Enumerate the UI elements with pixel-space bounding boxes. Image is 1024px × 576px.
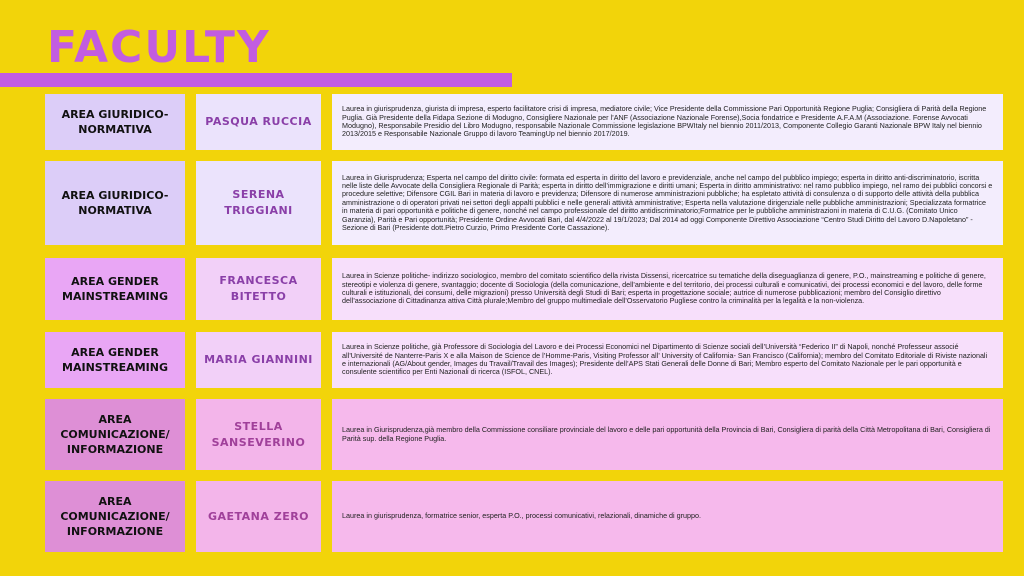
area-label: AREA GIURIDICO-NORMATIVA: [45, 161, 185, 245]
faculty-name: MARIA GIANNINI: [196, 332, 321, 388]
faculty-bio-text: Laurea in giurisprudenza, giurista di impresa, esperto facilitatore crisi di impresa, mediatore civile; Vice Presidente della Commissione Pari Opportunità Regione Puglia; Consigliera di Parità della Regione Puglia. Già Presidente della Fidapa Sezione di Modugno, Consigliere Nazionale per l’ANF (Associazione Nazionale Forense),Socia fondatrice e Presidente A.F.A.M (Associazione. Forense Avvocati Modugno), Responsabile Presidio del Libro Modugno, responsabile Nazionale Commissione legislazione BPWItaly nel biennio 2011/2013, Componente Collegio Garanti Nazionale BPW Italy nel biennio 2013/2015 e Responsabile Nazionale Gruppo di lavoro TeamingUp nel biennio 2017/2019.: [342, 104, 987, 139]
faculty-name: SERENA TRIGGIANI: [196, 161, 321, 245]
area-label: AREA GIURIDICO-NORMATIVA: [45, 94, 185, 150]
faculty-bio-text: Laurea in Scienze politiche- indirizzo sociologico, membro del comitato scientifico della rivista Dissensi, ricercatrice su tematiche della diseguaglianza di genere, P.O., mainstreaming e politiche di genere, stereotipi e violenza di genere, svantaggio; docente di Sociologia (della comunicazione, dell’ambiente e del territorio, dei processi culturali e comunicativi, dei processi economici e del lavoro, delle forme culturali e istituzionali, dei consumi, delle migrazioni) presso Università degli Studi di Bari; esperta in progettazione sociale; autrice di numerose pubblicazioni; membro del Consiglio direttivo dell’associazione di Cittadinanza attiva Città plurale;Membro del gruppo multimediale dell’Osservatorio Pugliese contro la criminalità per la legalità e la non-violenza.: [342, 271, 986, 306]
faculty-name: FRANCESCA BITETTO: [196, 258, 321, 320]
faculty-name: STELLA SANSEVERINO: [196, 399, 321, 470]
faculty-bio: [332, 94, 1003, 150]
faculty-row: [45, 258, 1003, 320]
faculty-row: [45, 94, 1003, 150]
area-label: AREA COMUNICAZIONE/ INFORMAZIONE: [45, 399, 185, 470]
area-label: AREA GENDER MAINSTREAMING: [45, 258, 185, 320]
faculty-bio: [332, 332, 1003, 388]
title-underline-bar: [0, 73, 512, 87]
faculty-bio-text: Laurea in Giurisprudenza,già membro della Commissione consiliare provinciale del lavoro e delle pari opportunità della Provincia di Bari, Consigliera di parità della Città Metropolitana di Bari, Consigliera di Parità sup. della Regione Puglia.: [342, 425, 991, 443]
faculty-bio-text: Laurea in Scienze politiche, già Professore di Sociologia del Lavoro e dei Processi Economici nel Dipartimento di Scienze sociali dell’Università “Federico II” di Napoli, nonché Professeur associé all’Université de Nanterre-Paris X e alla Maison de Science de l’Homme-Paris, Visiting Professor all’ University of California- San Francisco (California); membro del Comitato Editoriale di Riviste nazionali e internazionali (AG/About gender, Images du Travail/Travail des Images); Presidente dell’APS Stati Generali delle Donne di Bari; Membro esperto del Comitato Nazionale per le pari opportunità e consulente scientifico per Enti Nazionali di ricerca (ISFOL, CNEL).: [342, 342, 988, 377]
faculty-name: PASQUA RUCCIA: [196, 94, 321, 150]
faculty-row: [45, 161, 1003, 245]
faculty-bio-text: Laurea in giurisprudenza, formatrice senior, esperta P.O., processi comunicativi, relazionali, dinamiche di gruppo.: [342, 511, 702, 521]
faculty-bio-text: Laurea in Giurisprudenza; Esperta nel campo del diritto civile: formata ed esperta in diritto del lavoro e previdenziale, anche nel campo del pubblico impiego; esperta in diritto anti-discriminatorio, iscritta nelle liste delle Avvocate della Consigliera Regionale di Parità; esperta in diritto dell’immigrazione e diritti umani; Esperta in diritto amministrativo: nel ramo pubblico impiego, nel ramo dei pubblici concorsi e procedure selettive; Difensore CGIL Bari in materia di lavoro e previdenza; Difensore di numerose amministrazioni pubbliche; ha espletato attività di consulenza o di supporto delle attività della pubblica amministrazione o di operatori privati nei settori degli appalti pubblici e nelle generali attività amministrative; Esperta nella valutazione dirigenziale nelle pubbliche amministrazioni; Specializzata formatrice in materia di pari opportunità e politiche di genere, nonché nel campo professionale del diritto antidiscriminatorio;Formatrice per le pubbliche amministrazioni in materia di C.U.G. (Comitato Unico Garanzia), Parità e Pari opportunità; Presidente Ordine Avvocati Bari, dal 4/4/2022 al 19/1/2023; Dal 2014 ad oggi Componente Direttivo Associazione “Centro Studi Diritto del Lavoro D.Napoletano” - Sezione di Bari (Presidente dott.Pietro Curzio, Primo Presidente Corte Cassazione).: [342, 172, 993, 233]
faculty-row: [45, 332, 1003, 388]
area-label: AREA GENDER MAINSTREAMING: [45, 332, 185, 388]
faculty-bio: [332, 258, 1003, 320]
faculty-name: GAETANA ZERO: [196, 481, 321, 552]
page-title: FACULTY: [47, 22, 271, 73]
faculty-bio: [332, 481, 1003, 552]
area-label: AREA COMUNICAZIONE/ INFORMAZIONE: [45, 481, 185, 552]
faculty-bio: [332, 161, 1003, 245]
faculty-row: [45, 399, 1003, 470]
faculty-row: [45, 481, 1003, 552]
faculty-bio: [332, 399, 1003, 470]
